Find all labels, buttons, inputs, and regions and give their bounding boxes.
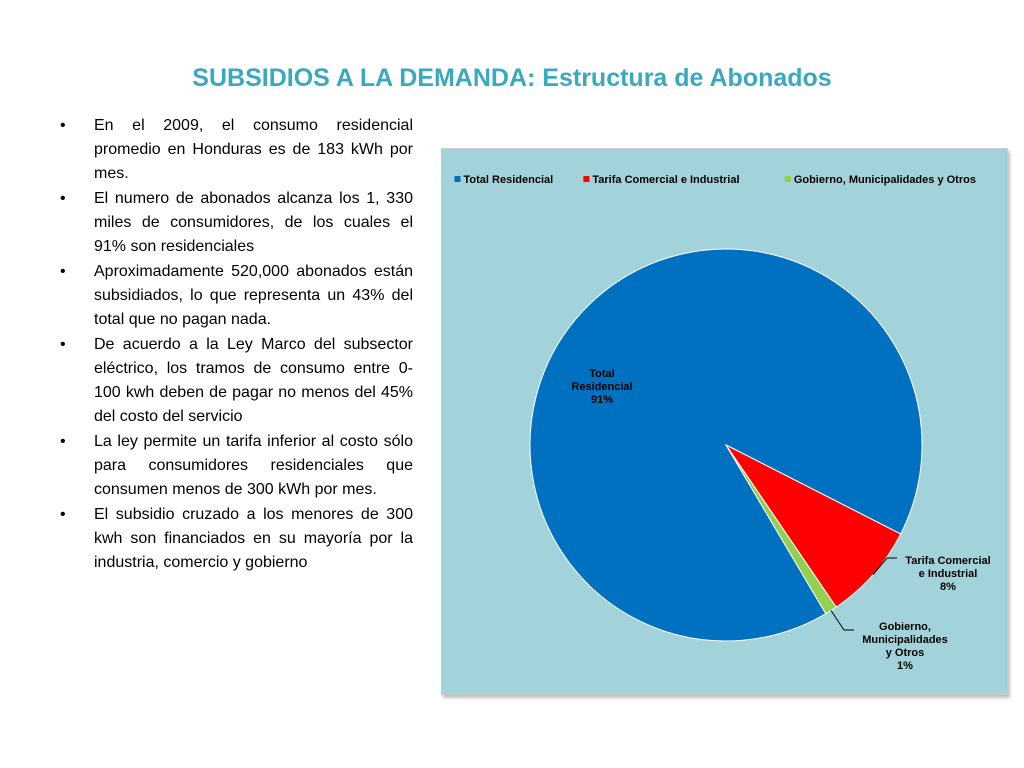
bullet-item bbox=[58, 260, 413, 332]
bullet-item bbox=[58, 333, 413, 429]
data-label-gobierno-municipalidades-y-otros: Gobierno, Municipalidades y Otros 1% bbox=[862, 621, 948, 672]
bullet-item bbox=[58, 503, 413, 575]
legend-entry-tarifa-comercial-e-industrial: Tarifa Comercial e Industrial bbox=[592, 174, 740, 186]
bullet-text: Aproximadamente 520,000 abonados están subsidiados, lo que representa un 43% del total que no pagan nada. bbox=[94, 263, 413, 328]
legend-swatch-total-residencial bbox=[455, 176, 461, 182]
bullet-icon: • bbox=[60, 117, 66, 134]
bullet-item bbox=[58, 430, 413, 502]
bullet-icon: • bbox=[60, 190, 66, 207]
slide-title: SUBSIDIOS A LA DEMANDA: Estructura de Abonados bbox=[192, 64, 832, 92]
bullet-icon: • bbox=[60, 263, 66, 280]
leader-line-gobierno-municipalidades-y-otros bbox=[831, 610, 854, 630]
legend-swatch-tarifa-comercial-e-industrial bbox=[583, 176, 589, 182]
bullet-text: La ley permite un tarifa inferior al costo sólo para consumidores residenciales que consumen menos de 300 kWh por mes. bbox=[94, 433, 413, 498]
data-label-total-residencial: Total Residencial 91% bbox=[571, 368, 633, 406]
bullet-text: De acuerdo a la Ley Marco del subsector eléctrico, los tramos de consumo entre 0-100 kwh deben de pagar no menos del 45% del costo del servicio bbox=[94, 336, 413, 425]
bullet-icon: • bbox=[60, 433, 66, 450]
bullet-text: El numero de abonados alcanza los 1, 330 miles de consumidores, de los cuales el 91% son residenciales bbox=[94, 190, 413, 255]
pie-chart-frame bbox=[441, 148, 1008, 695]
legend-swatch-gobierno-municipalidades-y-otros bbox=[785, 176, 791, 182]
bullet-list bbox=[58, 114, 413, 576]
bullet-text: En el 2009, el consumo residencial promedio en Honduras es de 183 kWh por mes. bbox=[94, 117, 413, 182]
bullet-text: El subsidio cruzado a los menores de 300 kwh son financiados en su mayoría por la industria, comercio y gobierno bbox=[94, 506, 413, 571]
bullet-icon: • bbox=[60, 336, 66, 353]
legend-entry-total-residencial: Total Residencial bbox=[463, 174, 554, 186]
chart-legend bbox=[455, 174, 976, 186]
pie-slices bbox=[530, 249, 922, 641]
legend-entry-gobierno-municipalidades-y-otros: Gobierno, Municipalidades y Otros bbox=[793, 174, 976, 186]
bullet-item bbox=[58, 187, 413, 259]
bullet-icon: • bbox=[60, 506, 66, 523]
data-label-tarifa-comercial-e-industrial: Tarifa Comercial e Industrial 8% bbox=[905, 555, 991, 593]
pie-chart bbox=[442, 149, 1007, 694]
bullet-item bbox=[58, 114, 413, 186]
